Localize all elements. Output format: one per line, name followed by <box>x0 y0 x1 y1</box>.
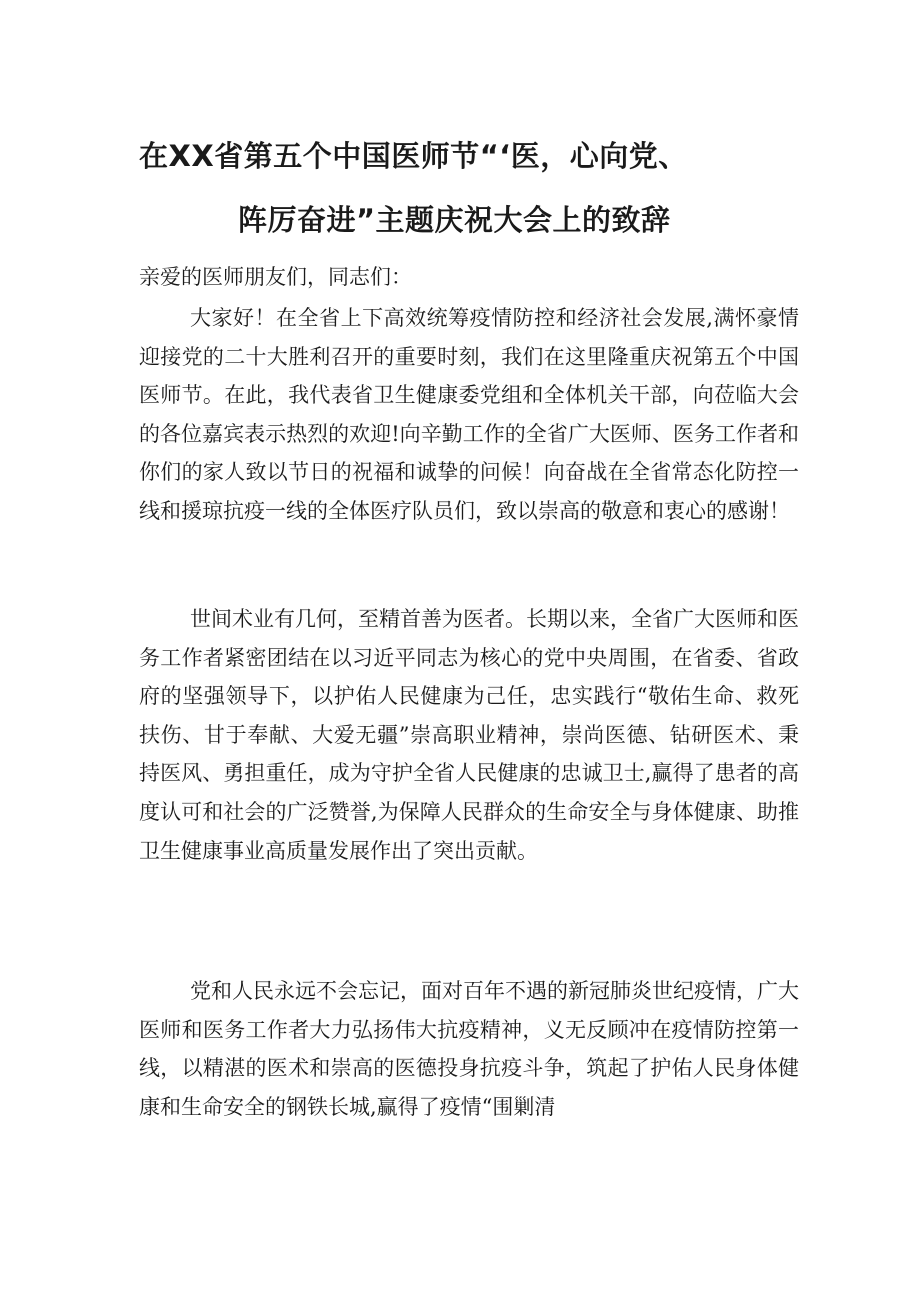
paragraph-2: 世间术业有几何，至精首善为医者。长期以来，全省广大医师和医务工作者紧密团结在以习近平同志为核心的党中央周围，在省委、省政府的坚强领导下，以护佑人民健康为己任，忠实践行“敬佑生命、救死扶伤、甘于奉献、大爱无疆”崇高职业精神，崇尚医德、钻研医术、秉持医风、勇担重任，成为守护全省人民健康的忠诚卫士,赢得了患者的高度认可和社会的广泛赞誉,为保障人民群众的生命安全与身体健康、助推卫生健康事业高质量发展作出了突出贡献。 <box>139 607 799 863</box>
paragraph-1: 大家好！在全省上下高效统筹疫情防控和经济社会发展,满怀豪情迎接党的二十大胜利召开的重要时刻，我们在这里隆重庆祝第五个中国医师节。在此，我代表省卫生健康委党组和全体机关干部，向莅临大会的各位嘉宾表示热烈的欢迎!向辛勤工作的全省广大医师、医务工作者和你们的家人致以节日的祝福和诚挚的问候！向奋战在全省常态化防控一线和援琼抗疫一线的全体医疗队员们，致以崇高的敬意和衷心的感谢！ <box>139 306 799 523</box>
document-title-line-2: 阵厉奋进”主题庆祝大会上的致辞 <box>238 203 671 237</box>
document-title-line-1: 在XX省第五个中国医师节“‘医，心向党、 <box>139 139 688 173</box>
salutation: 亲爱的医师朋友们，同志们： <box>139 265 412 289</box>
paragraph-3: 党和人民永远不会忘记，面对百年不遇的新冠肺炎世纪疫情，广大医师和医务工作者大力弘扬伟大抗疫精神，义无反顾冲在疫情防控第一线，以精湛的医术和崇高的医德投身抗疫斗争，筑起了护佑人民身体健康和生命安全的钢铁长城,赢得了疫情“围剿清 <box>139 979 799 1119</box>
